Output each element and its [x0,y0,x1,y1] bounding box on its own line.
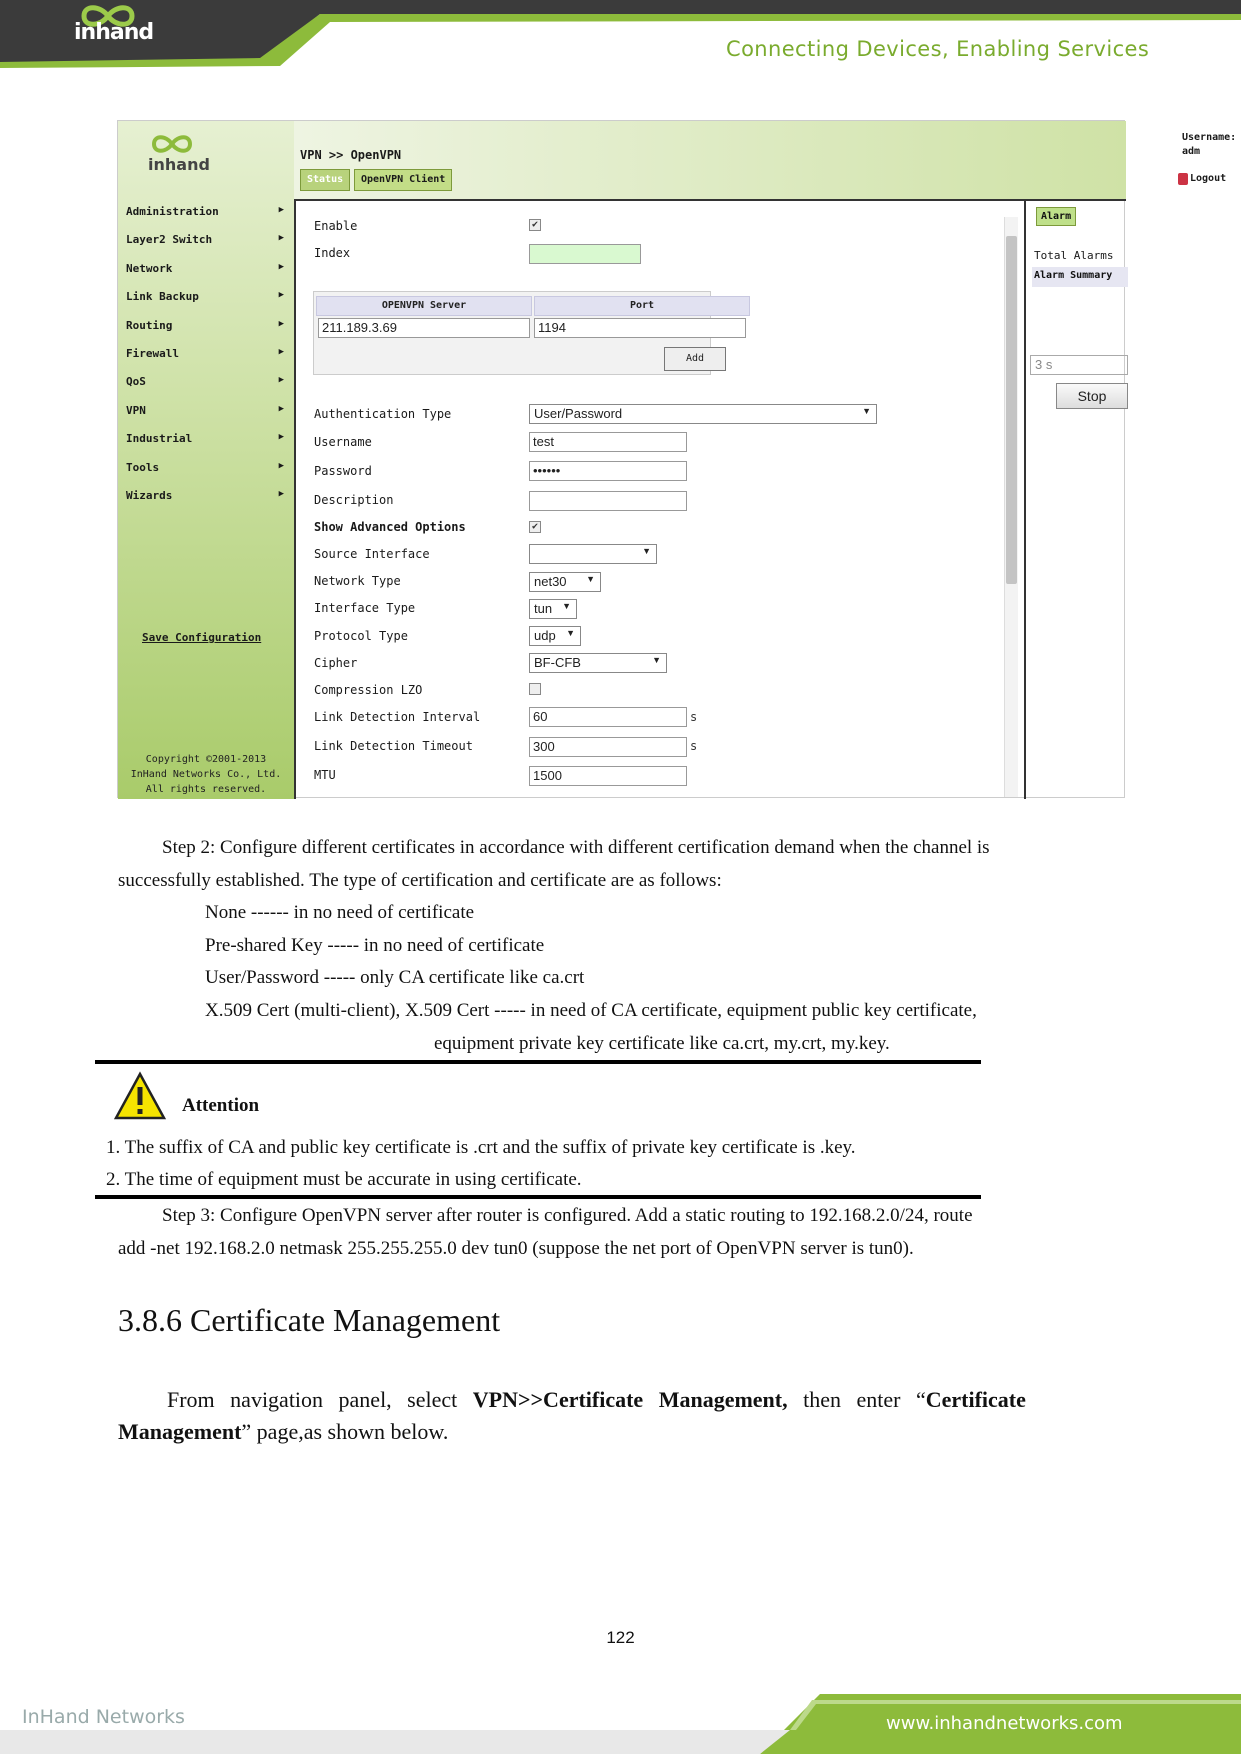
source-interface-label: Source Interface [314,547,430,561]
menu-item-routing[interactable] [126,319,288,332]
network-type-value: net30 [534,574,567,589]
menu-label: QoS [126,375,146,388]
chevron-right-icon: ▶ [278,489,284,499]
dropdown-arrow-icon: ▼ [652,655,661,665]
menu-label: Link Backup [126,290,199,303]
breadcrumb: VPN >> OpenVPN [300,148,402,162]
menu-item-administration[interactable] [126,205,288,218]
cert-item: Pre-shared Key ----- in no need of certificate [205,935,545,956]
total-alarms-label: Total Alarms [1034,249,1114,262]
logo-text: inhand [74,20,154,45]
warning-icon [113,1071,167,1121]
menu-label: VPN [126,404,146,417]
copyright-line: InHand Networks Co., Ltd. [130,769,282,780]
mtu-label: MTU [314,768,336,782]
menu-item-qos[interactable] [126,375,288,388]
copyright-line: Copyright ©2001-2013 [145,754,267,765]
tab-status[interactable]: Status [300,169,350,191]
intro-path: VPN>>Certificate Management, [472,1387,788,1412]
link-detection-timeout-input[interactable]: 300 [529,737,687,757]
port-input[interactable]: 1194 [534,318,746,338]
cert-item: User/Password ----- only CA certificate like ca.crt [205,967,585,988]
chevron-right-icon: ▶ [278,432,284,442]
step3-line1: Step 3: Configure OpenVPN server after router is configured. Add a static routing to 192.168.2.0/24, route [162,1205,973,1226]
auth-type-label: Authentication Type [314,407,452,421]
dropdown-arrow-icon: ▼ [586,574,595,584]
chevron-right-icon: ▶ [278,375,284,385]
logout-icon[interactable] [1178,173,1188,185]
mtu-input[interactable]: 1500 [529,766,687,786]
password-label: Password [314,464,372,478]
username-value: adm [1182,146,1201,157]
port-header: Port [534,296,750,316]
interface-type-value: tun [534,601,553,616]
unit-seconds: s [690,710,698,724]
side-logo-icon [150,133,194,155]
menu-label: Network [126,262,173,275]
top-bar [294,121,1237,199]
interface-type-label: Interface Type [314,601,416,615]
dropdown-arrow-icon: ▼ [566,628,575,638]
alarm-summary-header: Alarm Summary [1032,267,1128,287]
menu-item-wizards[interactable] [126,489,288,502]
openvpn-client-form [294,199,1026,799]
network-type-select[interactable] [529,572,601,592]
protocol-type-label: Protocol Type [314,629,408,643]
attention-top-rule [95,1060,981,1064]
attention-bottom-rule [95,1195,981,1199]
username-label: Username [314,435,372,449]
server-header: OPENVPN Server [316,296,532,316]
cipher-select[interactable] [529,653,667,673]
side-logo-text: inhand [148,155,210,174]
intro-line1 [167,1384,1026,1416]
footer-company: InHand Networks [22,1706,185,1728]
auth-type-select[interactable] [529,404,877,424]
page-number: 122 [606,1628,635,1647]
source-interface-select[interactable] [529,544,657,564]
refresh-interval-select[interactable]: 3 s [1030,355,1128,375]
server-table [313,291,711,375]
logout-link[interactable]: Logout [1190,173,1227,184]
sidebar [118,121,294,799]
password-input[interactable]: •••••• [529,461,687,481]
attention-item: 1. The suffix of CA and public key certificate is .crt and the suffix of private key certificate is .key. [106,1137,856,1158]
menu-label: Wizards [126,489,173,502]
menu-item-industrial[interactable] [126,432,288,445]
router-web-ui-screenshot [117,120,1237,798]
cert-item: X.509 Cert (multi-client), X.509 Cert ----- in need of CA certificate, equipment public key certificate, [205,1000,977,1021]
menu-item-vpn[interactable] [126,404,288,417]
copyright-line: All rights reserved. [145,784,267,795]
advanced-options-checkbox[interactable]: ✔ [529,521,541,533]
network-type-label: Network Type [314,574,401,588]
server-input[interactable]: 211.189.3.69 [318,318,530,338]
intro-page-name: Management [118,1419,242,1444]
attention-item: 2. The time of equipment must be accurate in using certificate. [106,1169,582,1190]
unit-seconds: s [690,739,698,753]
tab-openvpn-client[interactable]: OpenVPN Client [354,169,452,191]
chevron-right-icon: ▶ [278,205,284,215]
scrollbar-thumb[interactable] [1006,236,1017,584]
intro-text: ” page,as shown below. [241,1419,449,1444]
index-label: Index [314,246,351,260]
step3-line2: add -net 192.168.2.0 netmask 255.255.255.0 dev tun0 (suppose the net port of OpenVPN server is tun0). [118,1238,914,1259]
username-label: Username: [1182,132,1237,143]
link-detection-timeout-label: Link Detection Timeout [314,739,473,753]
link-detection-interval-label: Link Detection Interval [314,710,481,724]
auth-type-value: User/Password [534,406,623,421]
chevron-right-icon: ▶ [278,290,284,300]
interface-type-select[interactable] [529,599,577,619]
stop-button[interactable]: Stop [1056,383,1128,409]
index-input[interactable] [529,244,641,264]
dropdown-arrow-icon: ▼ [562,601,571,611]
intro-page-name: Certificate [925,1387,1026,1412]
add-button[interactable]: Add [664,347,726,371]
section-heading: 3.8.6 Certificate Management [118,1302,501,1338]
footer-website: www.inhandnetworks.com [886,1713,1123,1734]
dropdown-arrow-icon: ▼ [642,546,651,556]
link-detection-interval-input[interactable]: 60 [529,707,687,727]
attention-title: Attention [182,1095,260,1116]
menu-label: Industrial [126,432,193,445]
cipher-value: BF-CFB [534,655,581,670]
cipher-label: Cipher [314,656,358,670]
save-configuration-link[interactable]: Save Configuration [142,631,262,644]
header-tagline: Connecting Devices, Enabling Services [726,37,1150,61]
step2-line1: Step 2: Configure different certificates in accordance with different certification demand when the channel is [162,837,990,858]
menu-item-layer2-switch[interactable] [126,233,288,246]
compression-lzo-label: Compression LZO [314,683,423,697]
menu-item-network[interactable] [126,262,288,275]
user-info [1182,131,1236,159]
chevron-right-icon: ▶ [278,347,284,357]
tab-alarm[interactable]: Alarm [1036,207,1076,226]
enable-label: Enable [314,219,358,233]
menu-item-link-backup[interactable] [126,290,288,303]
page-header [0,0,1241,70]
menu-item-tools[interactable] [126,461,288,474]
cert-item-continued: equipment private key certificate like ca.crt, my.crt, my.key. [434,1033,890,1054]
compression-lzo-checkbox[interactable] [529,683,541,695]
menu-label: Routing [126,319,173,332]
menu-label: Administration [126,205,219,218]
menu-label: Layer2 Switch [126,233,213,246]
copyright [120,752,292,797]
intro-text: then enter “ [787,1387,926,1412]
step2-line2: successfully established. The type of certification and certificate are as follows: [118,870,722,891]
menu-label: Firewall [126,347,179,360]
description-input[interactable] [529,491,687,511]
username-input[interactable]: test [529,432,687,452]
advanced-options-label: Show Advanced Options [314,520,466,534]
chevron-right-icon: ▶ [278,404,284,414]
chevron-right-icon: ▶ [278,233,284,243]
enable-checkbox[interactable]: ✔ [529,219,541,231]
chevron-right-icon: ▶ [278,262,284,272]
chevron-right-icon: ▶ [278,461,284,471]
protocol-type-value: udp [534,628,556,643]
alarm-panel [1024,199,1126,799]
chevron-right-icon: ▶ [278,319,284,329]
intro-text: From navigation panel, select [167,1387,473,1412]
dropdown-arrow-icon: ▼ [862,406,871,416]
menu-item-firewall[interactable] [126,347,288,360]
protocol-type-select[interactable] [529,626,581,646]
description-label: Description [314,493,394,507]
cert-item: None ------ in no need of certificate [205,902,475,923]
menu-label: Tools [126,461,160,474]
intro-line2 [118,1416,448,1448]
